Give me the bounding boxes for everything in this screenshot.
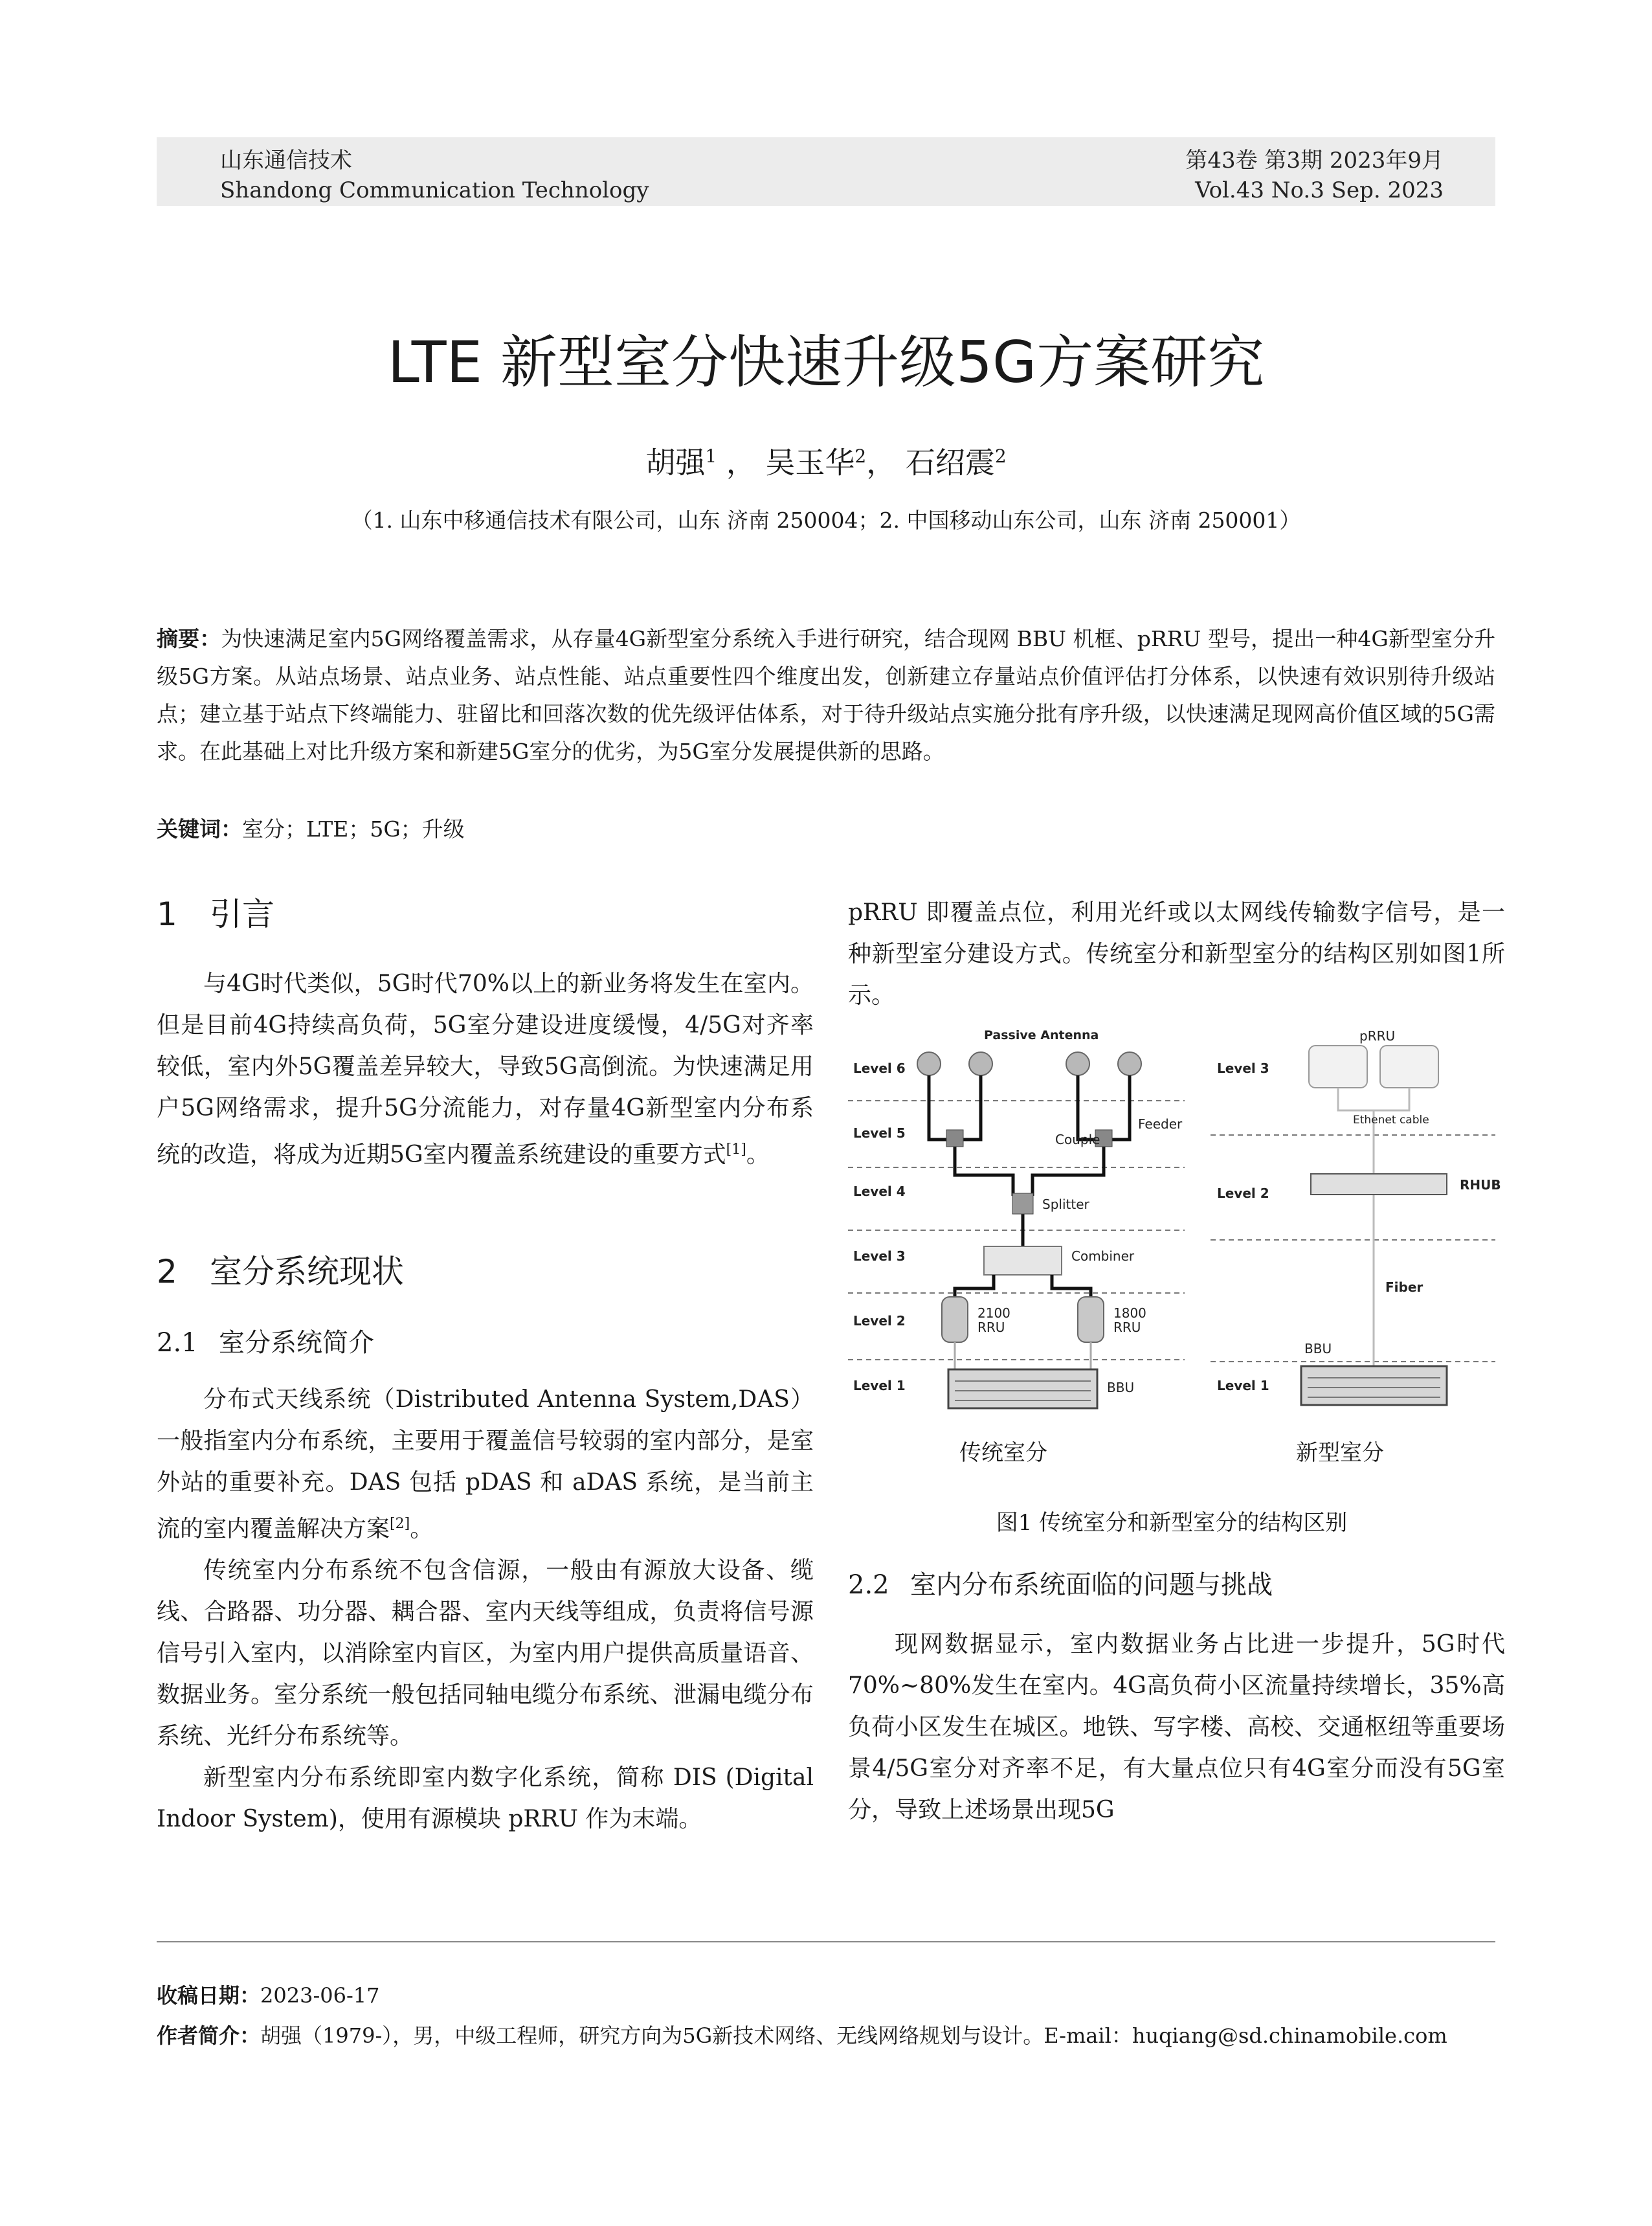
author-bio-label: 作者简介： [157, 2023, 261, 2048]
level-label: Level 3 [853, 1248, 906, 1264]
figure-caption: 图1 传统室分和新型室分的结构区别 [996, 1510, 1348, 1536]
author-affiliation-mark: 2 [854, 445, 867, 467]
author-separator: ， [717, 445, 766, 480]
paragraph: 新型室内分布系统即室内数字化系统，简称 DIS (Digital Indoor System)，使用有源模块 pRRU 作为末端。 [157, 1764, 814, 1832]
received-value: 2023-06-17 [260, 1983, 380, 2008]
level-label: Level 4 [853, 1184, 906, 1199]
figure-1-diagram [848, 1026, 1501, 1421]
section-title: 引言 [210, 895, 274, 933]
section-heading-2 [157, 1251, 404, 1292]
keywords-text: 室分；LTE；5G；升级 [242, 816, 465, 842]
antenna-icon [1066, 1052, 1089, 1075]
antenna-icon [969, 1052, 992, 1075]
section-title: 室分系统简介 [219, 1328, 374, 1358]
intro-body [157, 963, 814, 1176]
subsection-heading-2-1 [157, 1325, 374, 1361]
paragraph: 现网数据显示，室内数据业务占比进一步提升，5G时代70%~80%发生在室内。4G高负荷小区流量持续增长，35%高负荷小区发生在城区。地铁、写字楼、高校、交通枢纽等重要场景4/5G室分对齐率不足，有大量点位只有4G室分而没有5G室分，导致上述场景出现5G [848, 1631, 1505, 1823]
rru-icon [942, 1297, 968, 1342]
paragraph: 与4G时代类似，5G时代70%以上的新业务将发生在室内。但是目前4G持续高负荷，5G室分建设进度缓慢，4/5G对齐率较低，室内外5G覆盖差异较大，导致5G高倒流。为快速满足用户5G网络需求，提升5G分流能力，对存量4G新型室内分布系统的改造，将成为近期5G室内覆盖系统建设的重要方式[1]。 [157, 971, 814, 1168]
journal-name-en: Shandong Communication Technology [220, 177, 649, 203]
prru-icon [1309, 1046, 1367, 1088]
level-label: Level 6 [853, 1061, 906, 1076]
section-2-1-body [157, 1379, 814, 1840]
received-date [157, 1981, 1495, 2010]
paragraph: 分布式天线系统（Distributed Antenna System,DAS）一般指室内分布系统，主要用于覆盖信号较弱的室内部分，是室外站的重要补充。DAS 包括 pDAS 和 aDAS 系统，是当前主流的室内覆盖解决方案[2]。 [157, 1386, 814, 1542]
subsection-heading-2-2 [848, 1567, 1273, 1603]
author-separator: ， [866, 445, 906, 480]
bbu-icon [1301, 1366, 1447, 1405]
section-title: 室分系统现状 [210, 1253, 404, 1290]
level-label: Level 1 [853, 1378, 906, 1393]
coupler-icon [946, 1130, 963, 1147]
passive-antenna-label: Passive Antenna [984, 1028, 1099, 1042]
feeder-label: Feeder [1138, 1116, 1183, 1132]
section-number: 2.1 [157, 1328, 198, 1358]
author-name: 吴玉华 [765, 445, 855, 480]
abstract-text: 为快速满足室内5G网络覆盖需求，从存量4G新型室分系统入手进行研究，结合现网 BBU 机框、pRRU 型号，提出一种4G新型室分升级5G方案。从站点场景、站点业务、站点性能、站点重要性四个维度出发，创新建立存量站点价值评估打分体系，以快速有效识别待升级站点；建立基于站点下终端能力、驻留比和回落次数的优先级评估体系，对于待升级站点实施分批有序升级，以快速满足现网高价值区域的5G需求。在此基础上对比升级方案和新建5G室分的优劣，为5G室分发展提供新的思路。 [157, 626, 1495, 764]
rhub-label: RHUB [1460, 1177, 1501, 1193]
level-label: Level 1 [1217, 1378, 1269, 1393]
rru-icon [1078, 1297, 1104, 1342]
combiner-icon [984, 1246, 1062, 1275]
bbu-label: BBU [1107, 1380, 1135, 1395]
bbu-icon [948, 1369, 1097, 1408]
affiliations: （1. 山东中移通信技术有限公司，山东 济南 250004；2. 中国移动山东公司，山东 济南 250001） [351, 508, 1301, 533]
level-label: Level 2 [853, 1313, 906, 1329]
keywords-label: 关键词： [157, 816, 242, 842]
author-bio-text: 胡强（1979-），男，中级工程师，研究方向为5G新技术网络、无线网络规划与设计。E-mail：huqiang@sd.chinamobile.com [260, 2023, 1447, 2048]
prru-icon [1380, 1046, 1438, 1088]
journal-name-cn: 山东通信技术 [220, 148, 352, 174]
paper-title: LTE 新型室分快速升级5G方案研究 [387, 329, 1265, 396]
antenna-icon [1118, 1052, 1141, 1075]
paragraph: 传统室内分布系统不包含信源，一般由有源放大设备、缆线、合路器、功分器、耦合器、室内天线等组成，负责将信号源信号引入室内，以消除室内盲区，为室内用户提供高质量语音、数据业务。室分系统一般包括同轴电缆分布系统、泄漏电缆分布系统、光纤分布系统等。 [157, 1557, 814, 1749]
issue-info-cn: 第43卷 第3期 2023年9月 [1185, 148, 1444, 174]
ethernet-label: Ethenet cable [1353, 1114, 1429, 1127]
rru-label: RRU [1113, 1320, 1141, 1335]
rru-label: RRU [977, 1320, 1005, 1335]
prru-label: pRRU [1359, 1028, 1396, 1044]
right-col-top [848, 892, 1505, 1017]
author-bio [157, 2021, 1495, 2050]
section-title: 室内分布系统面临的问题与挑战 [910, 1570, 1273, 1600]
received-label: 收稿日期： [157, 1983, 261, 2008]
keywords [157, 811, 1495, 848]
section-number: 2.2 [848, 1570, 889, 1600]
splitter-icon [1012, 1193, 1033, 1214]
level-label: Level 2 [1217, 1186, 1269, 1201]
level-label: Level 3 [1217, 1061, 1269, 1076]
abstract-label: 摘要： [157, 626, 221, 651]
author-name: 石绍震 [905, 445, 995, 480]
combiner-label: Combiner [1071, 1248, 1135, 1264]
couple-label: Couple [1055, 1132, 1100, 1147]
section-heading-1 [157, 894, 274, 935]
figure-sublabel-right: 新型室分 [1296, 1440, 1384, 1466]
bbu-label: BBU [1304, 1341, 1332, 1356]
rhub-icon [1311, 1174, 1447, 1195]
fiber-label: Fiber [1385, 1279, 1423, 1295]
splitter-label: Splitter [1042, 1197, 1089, 1212]
author-affiliation-mark: 1 [705, 445, 717, 467]
section-number: 2 [157, 1253, 177, 1290]
antenna-icon [917, 1052, 941, 1075]
citation-ref: [1] [726, 1141, 746, 1158]
issue-info-en: Vol.43 No.3 Sep. 2023 [1195, 177, 1444, 203]
figure-sublabel-left: 传统室分 [959, 1440, 1047, 1466]
rru-band-label: 1800 [1113, 1305, 1146, 1321]
citation-ref: [2] [390, 1516, 410, 1532]
level-label: Level 5 [853, 1125, 906, 1141]
footer-divider [157, 1941, 1495, 1942]
author-list [0, 437, 1652, 482]
abstract [157, 620, 1495, 770]
author-affiliation-mark: 2 [994, 445, 1007, 467]
author-name: 胡强 [645, 445, 706, 480]
rru-band-label: 2100 [977, 1305, 1010, 1321]
paragraph: pRRU 即覆盖点位，利用光纤或以太网线传输数字信号，是一种新型室分建设方式。传统室分和新型室分的结构区别如图1所示。 [848, 899, 1505, 1009]
section-number: 1 [157, 895, 177, 933]
section-2-2-body [848, 1624, 1505, 1831]
